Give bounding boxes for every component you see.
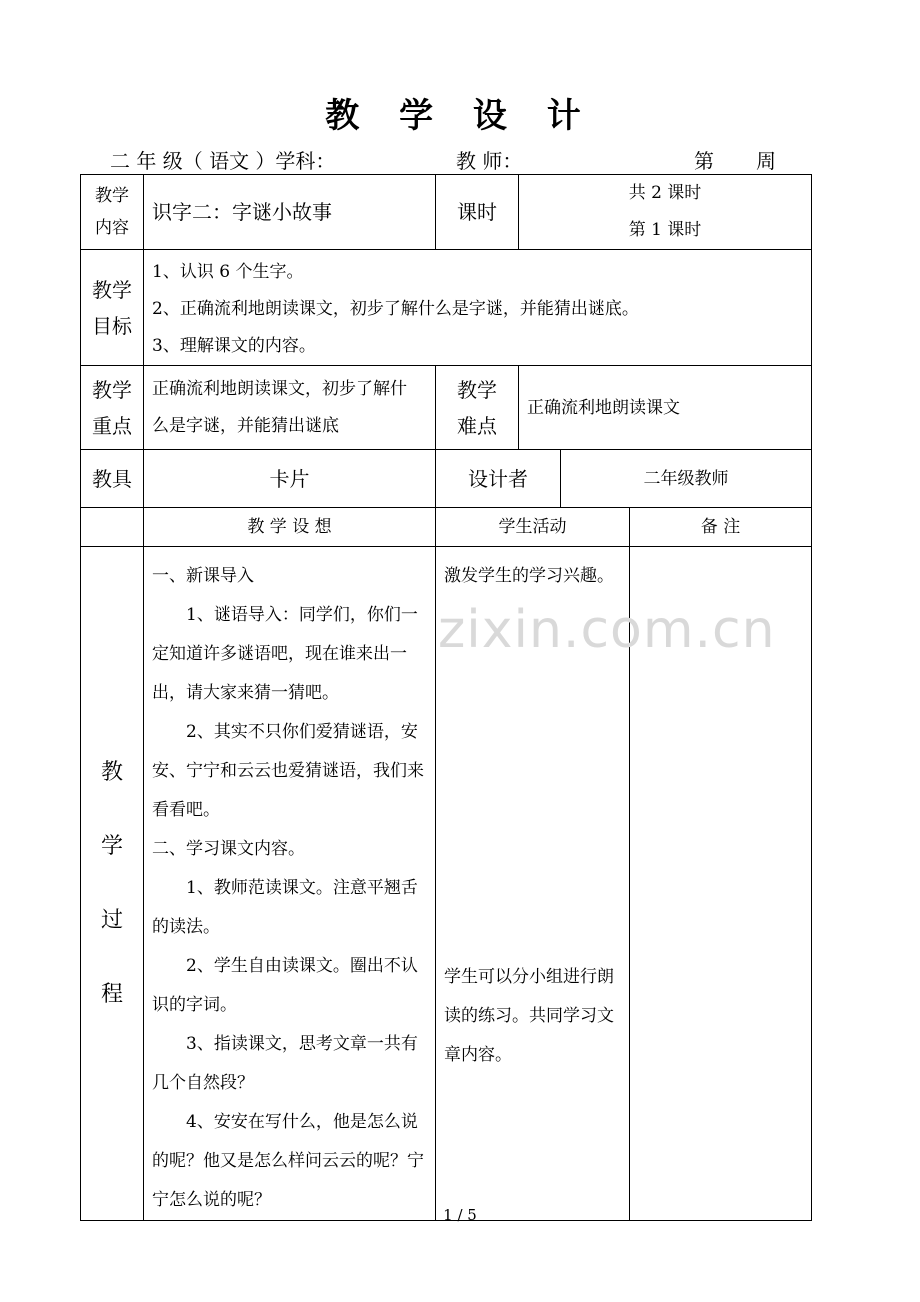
content-label: 教学 内容 [81,175,144,250]
week-suffix: 周 [756,149,776,173]
tools-label: 教具 [81,450,144,508]
plan-step: 1、谜语导入：同学们，你们一定知道许多谜语吧，现在谁来出一出，请大家来猜一猜吧。 [152,605,418,703]
key-point-text: 正确流利地朗读课文，初步了解什 么是字谜，并能猜出谜底 [144,366,436,450]
week-label [694,145,776,174]
goals-row [81,250,812,366]
content-row [81,175,812,250]
goals-label: 教学 目标 [81,250,144,366]
period-label: 课时 [436,175,519,250]
lesson-plan-table [80,174,812,1221]
goals-list [144,250,812,366]
period-current: 第 1 课时 [628,220,702,240]
watermark: zixin.com.cn [438,600,776,660]
goal-item: 3、理解课文的内容。 [152,336,316,356]
process-row [81,547,812,1221]
difficulty-text: 正确流利地朗读课文 [519,366,812,450]
goal-item: 1、认识 6 个生字。 [152,262,304,282]
period-value [519,175,812,250]
designer-label: 设计者 [436,450,561,508]
column-header-row [81,508,812,547]
note-header: 备 注 [630,508,812,547]
plan-header: 教 学 设 想 [144,508,436,547]
content-value: 识字二：字谜小故事 [144,175,436,250]
grade-subject-label: 二 年 级（ 语文 ）学科： [110,149,336,173]
tools-value: 卡片 [144,450,436,508]
key-point-label: 教学 重点 [81,366,144,450]
difficulty-label: 教学 难点 [436,366,519,450]
week-prefix: 第 [694,149,714,173]
plan-step: 4、安安在写什么，他是怎么说的呢？他又是怎么样问云云的呢？宁宁怎么说的呢？ [152,1112,424,1210]
plan-step: 一、新课导入 [152,566,254,586]
process-label: 教 学 过 程 [81,547,144,1221]
focus-row [81,366,812,450]
teacher-label: 教 师： [456,149,523,173]
document-title: 教 学 设 计 [325,96,595,136]
activity-item: 学生可以分小组进行朗读的练习。共同学习文章内容。 [444,967,614,1065]
activity-header: 学生活动 [436,508,630,547]
blank-header [81,508,144,547]
period-total: 共 2 课时 [628,183,702,203]
goal-item: 2、正确流利地朗读课文，初步了解什么是字谜，并能猜出谜底。 [152,299,639,319]
plan-step: 3、指读课文，思考文章一共有几个自然段？ [152,1034,418,1093]
plan-step: 2、其实不只你们爱猜谜语，安安、宁宁和云云也爱猜谜语，我们来看看吧。 [152,722,424,820]
activity-item: 激发学生的学习兴趣。 [444,566,614,586]
plan-step: 1、教师范读课文。注意平翘舌的读法。 [152,878,418,937]
student-activity [436,547,630,1221]
tools-row [81,450,812,508]
page-number: 1 / 5 [443,1206,477,1224]
teaching-plan [144,547,436,1221]
designer-value: 二年级教师 [561,450,812,508]
plan-step: 2、学生自由读课文。圈出不认识的字词。 [152,956,418,1015]
notes-cell [630,547,812,1221]
plan-step: 二、学习课文内容。 [152,839,305,859]
